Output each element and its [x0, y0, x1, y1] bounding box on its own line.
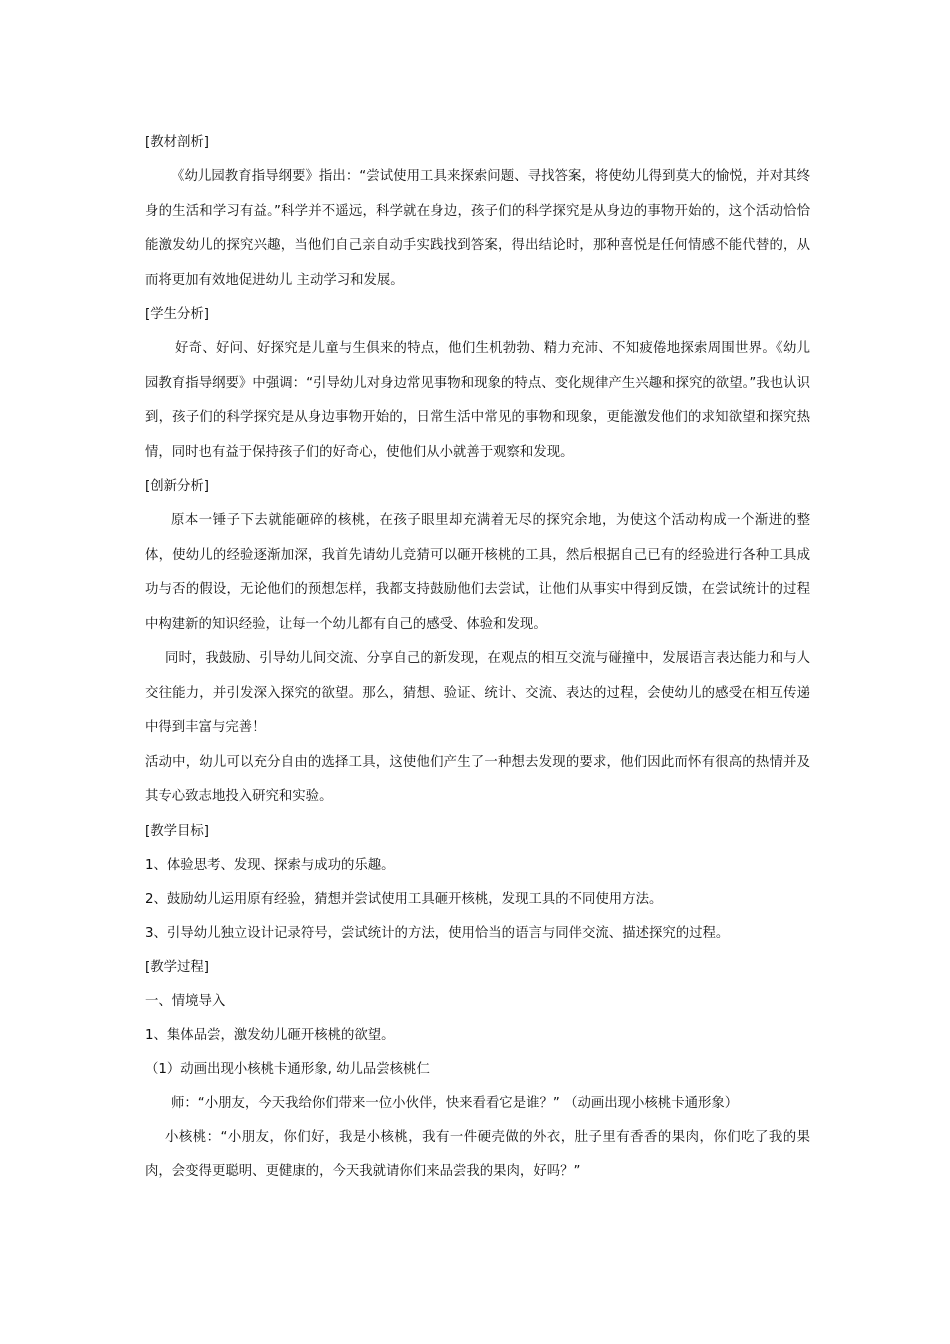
- innovation-paragraph-1: 原本一锤子下去就能砸碎的核桃，在孩子眼里却充满着无尽的探究余地，为使这个活动构成一个渐进的整体，使幼儿的经验逐渐加深，我首先请幼儿竞猜可以砸开核桃的工具，然后根据自己已有的经验进行各种工具成功与否的假设，无论他们的预想怎样，我都支持鼓励他们去尝试，让他们从事实中得到反馈，在尝试统计的过程中构建新的知识经验，让每一个幼儿都有自己的感受、体验和发现。: [145, 513, 810, 632]
- teacher-dialogue: 师：“小朋友，今天我给你们带来一位小伙伴，快来看看它是谁？” （动画出现小核桃卡通形象）: [171, 1095, 739, 1111]
- goal-item-3: 3、引导幼儿独立设计记录符号，尝试统计的方法，使用恰当的语言与同伴交流、描述探究的过程。: [145, 925, 730, 941]
- innovation-paragraph-2: 同时，我鼓励、引导幼儿间交流、分享自己的新发现，在观点的相互交流与碰撞中，发展语言表达能力和与人交往能力，并引发深入探究的欲望。那么，猜想、验证、统计、交流、表达的过程，会使幼儿的感受在相互传递中得到丰富与完善！: [145, 651, 810, 735]
- process-part-1: 一、情境导入: [145, 993, 226, 1009]
- process-step-1: 1、集体品尝，激发幼儿砸开核桃的欲望。: [145, 1027, 395, 1043]
- goal-item-2: 2、鼓励幼儿运用原有经验，猜想并尝试使用工具砸开核桃，发现工具的不同使用方法。: [145, 891, 663, 907]
- innovation-paragraph-3: 活动中，幼儿可以充分自由的选择工具，这使他们产生了一种想去发现的要求，他们因此而怀有很高的热情并及其专心致志地投入研究和实验。: [145, 754, 810, 804]
- goal-item-1: 1、体验思考、发现、探索与成功的乐趣。: [145, 857, 395, 873]
- section-heading-goals: [教学目标]: [145, 823, 210, 839]
- process-substep-1: （1）动画出现小核桃卡通形象, 幼儿品尝核桃仁: [145, 1061, 430, 1077]
- document-page: [145, 126, 810, 1190]
- section-heading-innovation: [创新分析]: [145, 479, 210, 494]
- material-paragraph: 《幼儿园教育指导纲要》指出：“尝试使用工具来探索问题、寻找答案，将使幼儿得到莫大的愉悦，并对其终身的生活和学习有益。”科学并不遥远，科学就在身边，孩子们的科学探究是从身边的事物开始的，这个活动恰恰能激发幼儿的探究兴趣，当他们自己亲自动手实践找到答案，得出结论时，那种喜悦是任何情感不能代替的，从而将更加有效地促进幼儿 主动学习和发展。: [145, 169, 810, 288]
- section-heading-material: [教材剖析]: [145, 135, 210, 150]
- walnut-dialogue: 小核桃：“小朋友，你们好，我是小核桃，我有一件硬壳做的外衣，肚子里有香香的果肉，你们吃了我的果肉，会变得更聪明、更健康的，今天我就请你们来品尝我的果肉，好吗？”: [145, 1129, 810, 1179]
- section-heading-student: [学生分析]: [145, 307, 210, 322]
- student-paragraph: 好奇、好问、好探究是儿童与生俱来的特点，他们生机勃勃、精力充沛、不知疲倦地探索周围世界。《幼儿园教育指导纲要》中强调：“引导幼儿对身边常见事物和现象的特点、变化规律产生兴趣和探究的欲望。”我也认识到，孩子们的科学探究是从身边事物开始的，日常生活中常见的事物和现象，更能激发他们的求知欲望和探究热情，同时也有益于保持孩子们的好奇心，使他们从小就善于观察和发现。: [145, 341, 810, 460]
- section-heading-process: [教学过程]: [145, 959, 210, 975]
